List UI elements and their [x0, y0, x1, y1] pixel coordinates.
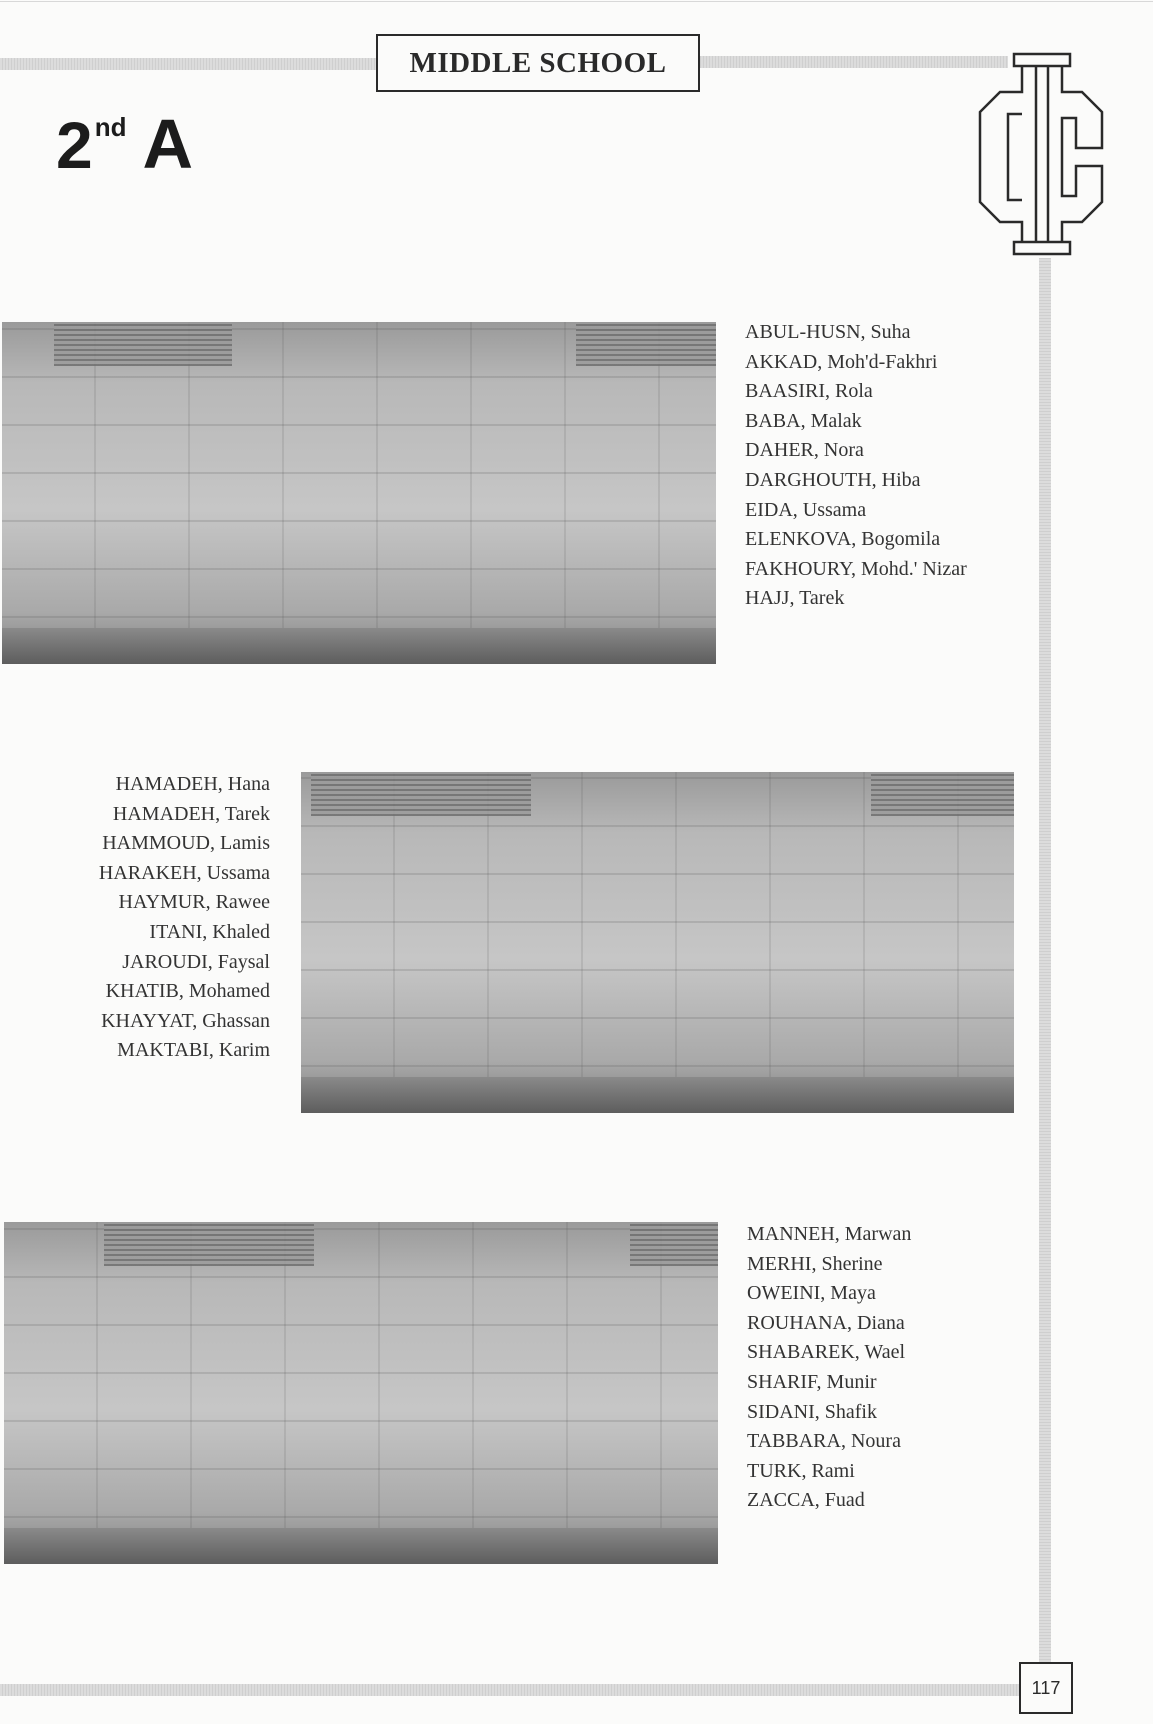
right-band	[1039, 258, 1051, 1668]
student-name: HAMADEH, Tarek	[112, 802, 270, 825]
top-rule	[0, 1, 1153, 2]
header-band-right	[698, 56, 1008, 68]
wall-vent	[630, 1222, 718, 1266]
student-name: MERHI, Sherine	[747, 1252, 883, 1275]
student-name: HARAKEH, Ussama	[98, 861, 270, 884]
student-name: FAKHOURY, Mohd.' Nizar	[745, 557, 967, 580]
student-name: AKKAD, Moh'd-Fakhri	[745, 350, 938, 373]
wall-vent	[104, 1222, 314, 1266]
class-photo-1	[2, 322, 716, 664]
ic-monogram-icon	[978, 52, 1106, 256]
student-name: OWEINI, Maya	[747, 1282, 876, 1305]
wall-vent	[871, 772, 1014, 816]
names-list-3	[747, 1220, 911, 1516]
names-list-1	[745, 318, 967, 614]
student-name: TABBARA, Noura	[747, 1430, 901, 1453]
student-name: KHATIB, Mohamed	[105, 980, 270, 1003]
student-name: MAKTABI, Karim	[117, 1039, 270, 1062]
photo-ground	[4, 1528, 718, 1564]
student-name: BAASIRI, Rola	[745, 380, 873, 403]
photo-ground	[301, 1077, 1014, 1113]
wall-vent	[311, 772, 531, 816]
student-name: HAYMUR, Rawee	[118, 891, 270, 914]
section-title: MIDDLE SCHOOL	[376, 34, 700, 92]
class-suffix: nd	[94, 112, 127, 142]
student-name: JAROUDI, Faysal	[122, 950, 270, 973]
wall-vent	[576, 322, 716, 366]
names-list-2	[40, 770, 270, 1066]
student-name: HAMADEH, Hana	[115, 773, 270, 795]
footer-band	[0, 1684, 1022, 1696]
page-number: 117	[1019, 1662, 1073, 1714]
wall-vent	[54, 322, 232, 366]
class-letter: A	[142, 105, 194, 183]
student-name: DARGHOUTH, Hiba	[745, 468, 921, 491]
student-name: ZACCA, Fuad	[747, 1489, 865, 1512]
student-name: SHARIF, Munir	[747, 1370, 877, 1393]
student-name: KHAYYAT, Ghassan	[101, 1009, 270, 1032]
student-name: DAHER, Nora	[745, 439, 864, 462]
student-name: BABA, Malak	[745, 409, 862, 432]
class-number: 2	[56, 108, 93, 182]
photo-ground	[2, 628, 716, 664]
header-band-left	[0, 58, 378, 70]
student-name: ROUHANA, Diana	[747, 1311, 905, 1334]
student-name: HAMMOUD, Lamis	[102, 832, 270, 855]
class-photo-2	[301, 772, 1014, 1113]
student-name: MANNEH, Marwan	[747, 1223, 912, 1245]
student-name: SHABAREK, Wael	[747, 1341, 906, 1364]
student-name: EIDA, Ussama	[745, 498, 867, 521]
student-name: TURK, Rami	[747, 1459, 855, 1482]
class-title	[56, 104, 193, 184]
student-name: ELENKOVA, Bogomila	[745, 528, 941, 551]
student-name: ITANI, Khaled	[149, 920, 270, 943]
student-name: HAJJ, Tarek	[745, 587, 845, 610]
student-name: ABUL-HUSN, Suha	[745, 321, 911, 343]
student-name: SIDANI, Shafik	[747, 1400, 877, 1423]
class-photo-3	[4, 1222, 718, 1564]
